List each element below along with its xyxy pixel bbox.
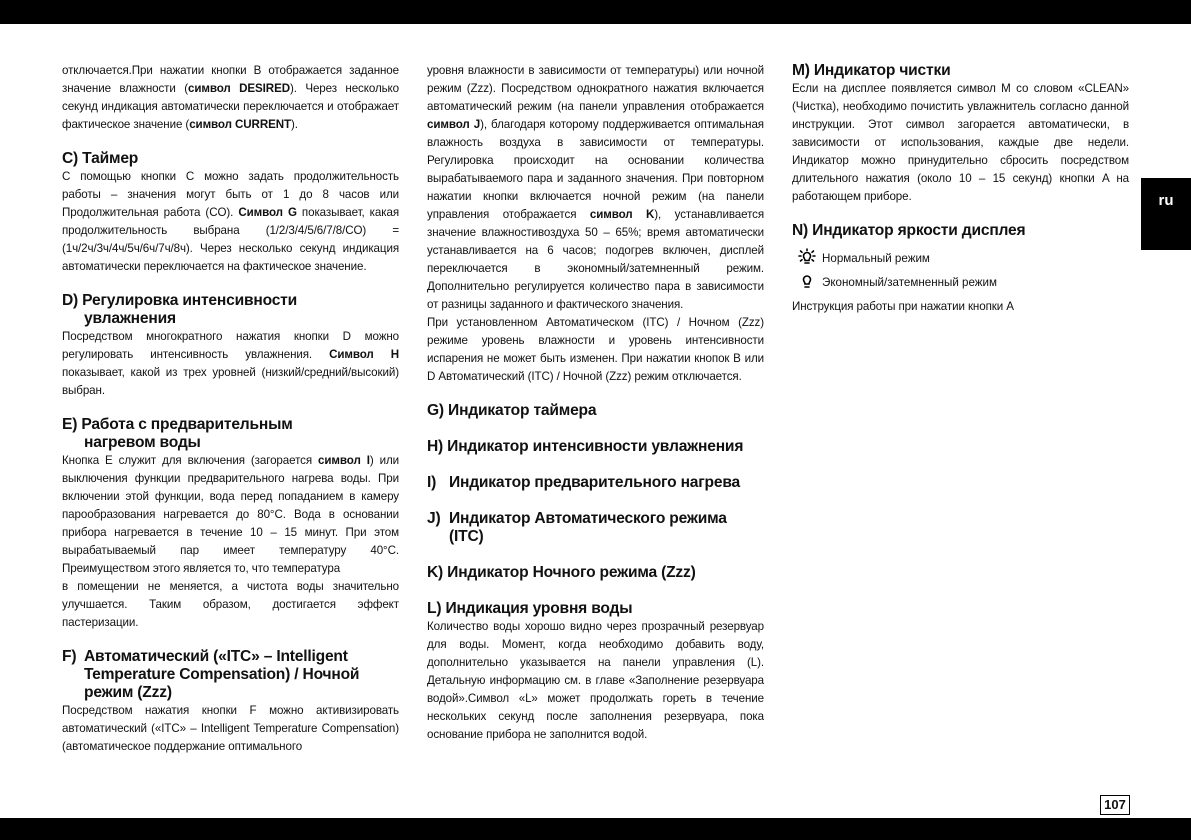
column-1: [62, 62, 399, 756]
title-line: (ITC): [449, 528, 484, 545]
title-line: нагревом воды: [84, 434, 201, 451]
text-span: ).: [291, 118, 298, 131]
text-span: ), устанавливается значение влажностивоздуха 50 – 65%; время автоматически устанавливается на 6 часов; подогрев включен, дисплей переключается в экономный/затемненный режим. Дополнительно регулируется количество пара в зависимости от разницы заданного и фактического значения.: [427, 208, 765, 311]
section-j-title: [427, 510, 764, 546]
section-f-title: [62, 648, 399, 702]
section-e-text-2: в помещении не меняется, а чистота воды значительно улучшается. Таким образом, достигается эффект пастеризации.: [62, 580, 399, 629]
text-span: Кнопка E служит для включения (загорается: [62, 454, 319, 467]
symbol-h: Символ H: [329, 348, 399, 361]
symbol-current: символ CURRENT: [189, 118, 291, 131]
title-label: I): [427, 474, 437, 491]
section-c-title: C) Таймер: [62, 150, 139, 167]
section-n-note: Инструкция работы при нажатии кнопки A: [792, 300, 1014, 313]
text-span: ) или выключения функции предварительного нагрева воды. При включении этой функции, вода перед попаданием в камеру парообразования нагревается до 80°C. Вода в основании прибора нагревается в течение 10 – 15 минут. При этом вырабатываемый пар имеет температуру 40°C. Преимуществом этого является то, что температура: [62, 454, 399, 575]
section-m-text: Если на дисплее появляется символ M со словом «CLEAN» (Чистка), необходимо почистить увлажнитель согласно данной инструкции. Этот символ загорается автоматически, в зависимости от использования, каждые две недели. Индикатор можно принудительно сбросить посредством длительного нажатия (около 10 – 15 секунд) кнопки A на работающем приборе.: [792, 82, 1129, 203]
symbol-desired: символ DESIRED: [188, 82, 290, 95]
title-line: режим (Zzz): [84, 684, 172, 701]
section-m-title: M) Индикатор чистки: [792, 62, 951, 79]
section-h-title: H) Индикатор интенсивности увлажнения: [427, 438, 744, 455]
title-line: Автоматический («ITC» – Intelligent: [84, 648, 348, 665]
title-line: увлажнения: [84, 310, 176, 327]
top-bar: [0, 0, 1191, 24]
text-span: показывает, какой из трех уровней (низкий/средний/высокий) выбран.: [62, 366, 399, 397]
text-span: С помощью кнопки С можно задать продолжительность работы – значения могут быть от 1 до 8 часов или Продолжительная работа (CO).: [62, 170, 399, 219]
text-span: отключается.При нажатии кнопки В отображается заданное значение влажности (: [62, 64, 399, 95]
section-g-title: G) Индикатор таймера: [427, 402, 597, 419]
section-n-title: N) Индикатор яркости дисплея: [792, 222, 1026, 239]
title-line: D) Регулировка интенсивности: [62, 292, 297, 309]
section-l-title: L) Индикация уровня воды: [427, 600, 633, 617]
column-3: [792, 62, 1129, 316]
normal-mode-row: [792, 246, 1129, 270]
section-d-title: [62, 292, 399, 328]
symbol-j: символ J: [427, 118, 481, 131]
eco-mode-label: Экономный/затемненный режим: [822, 275, 997, 289]
section-f-continued: [427, 62, 764, 314]
column-2: [427, 62, 764, 744]
title-line: Индикатор Автоматического режима: [449, 510, 727, 527]
bulb-bright-icon: [792, 248, 822, 268]
title-label: F): [62, 648, 77, 665]
section-e-text: [62, 452, 399, 578]
page-number: 107: [1100, 795, 1130, 815]
intro-paragraph: [62, 62, 399, 134]
bottom-bar: [0, 818, 1191, 840]
section-k-title: K) Индикатор Ночного режима (Zzz): [427, 564, 696, 581]
section-i-title: [427, 474, 764, 492]
symbol-g: Символ G: [238, 206, 297, 219]
title-line: Temperature Compensation) / Ночной: [84, 666, 360, 683]
text-span: ). Через несколько секунд индикация автоматически переключается и отображает фактическое значение (: [62, 82, 400, 131]
symbol-i: символ I: [318, 454, 370, 467]
section-f-text: Посредством нажатия кнопки F можно активизировать автоматический («ITC» – Intelligent Temperature Compensation) (автоматическое поддержание оптимального: [62, 704, 399, 753]
title-label: J): [427, 510, 441, 527]
text-span: уровня влажности в зависимости от температуры) или ночной режим (Zzz). Посредством однократного нажатия включается автоматический режим (на панели управления отображается: [427, 64, 764, 113]
section-d-text: [62, 328, 399, 400]
text-span: ), благодаря которому поддерживается оптимальная влажность воздуха в зависимости от температуры. Регулировка происходит на основании количества вырабатываемого пара и заданного значения. При повторном нажатии кнопки включается ночной режим (на панели управления отображается: [427, 118, 764, 221]
title-line: Индикатор предварительного нагрева: [449, 474, 741, 491]
bulb-dim-icon: [792, 272, 822, 292]
section-f-continued-2: При установленном Автоматическом (ITC) / Ночном (Zzz) режиме уровень влажности и уровень интенсивности испарения не может быть изменен. При нажатии кнопок B или D Автоматический (ITC) / Ночной (Zzz) режим отключается.: [427, 316, 764, 383]
eco-mode-row: [792, 270, 1129, 294]
text-span: показывает, какая продолжительность выбрана (1/2/3/4/5/6/7/8/CO) = (1ч/2ч/3ч/4ч/5ч/6ч/7ч/8ч). Через несколько секунд индикация автоматически переключается на фактическое значение.: [62, 206, 399, 273]
section-c-text: [62, 168, 399, 276]
symbol-k: символ K: [589, 208, 655, 221]
normal-mode-label: Нормальный режим: [822, 251, 930, 265]
section-l-text: Количество воды хорошо видно через прозрачный резервуар для воды. Момент, когда необходимо добавить воду, дополнительно указывается на панели управления (L). Детальную информацию см. в главе «Заполнение резервуара водой».Символ «L» может продолжать гореть в течение нескольких секунд после заполнения резервуара, пока основание прибора не заполнится водой.: [427, 620, 764, 741]
title-line: E) Работа с предварительным: [62, 416, 293, 433]
text-span: Посредством многократного нажатия кнопки D можно регулировать интенсивность увлажнения.: [62, 330, 399, 361]
language-tab: ru: [1141, 178, 1191, 250]
section-e-title: [62, 416, 399, 452]
